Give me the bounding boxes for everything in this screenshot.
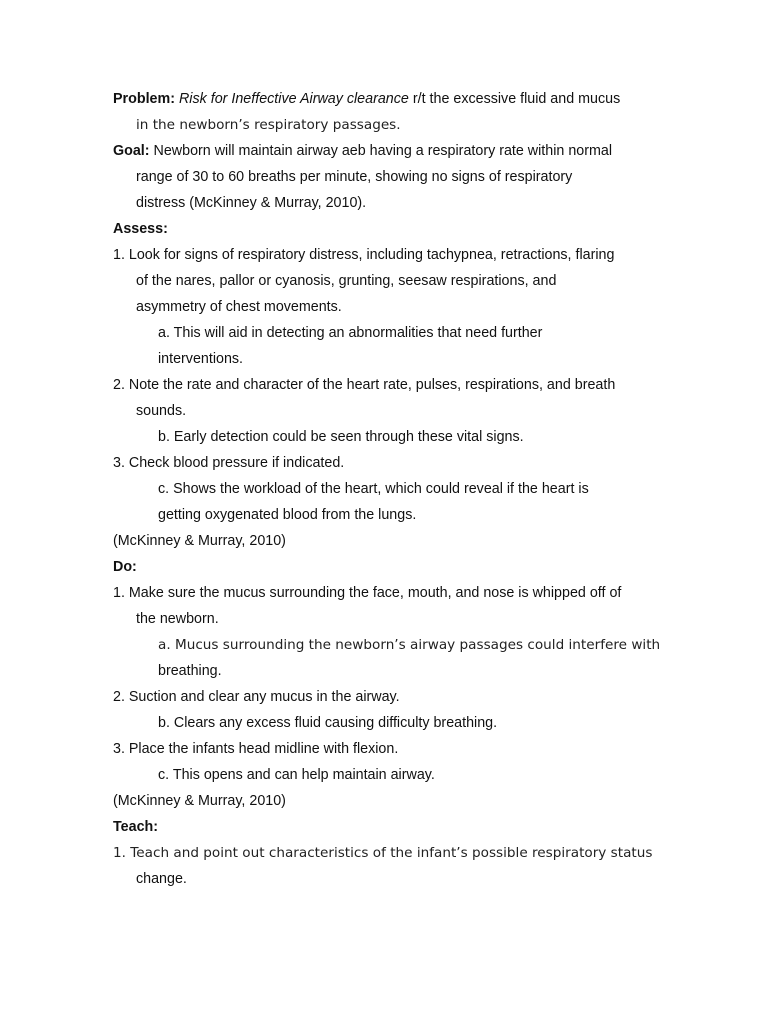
- do-rationale-a-line-1: a. Mucus surrounding the newborn’s airway passages could interfere with: [158, 637, 661, 653]
- assess-rationale-c-line-2: getting oxygenated blood from the lungs.: [158, 507, 417, 523]
- goal-text-2: range of 30 to 60 breaths per minute, showing no signs of respiratory: [136, 169, 573, 185]
- teach-item-1-line-2: change.: [136, 871, 187, 887]
- do-item-1-line-2: the newborn.: [136, 611, 219, 627]
- problem-line: [113, 86, 713, 112]
- goal-text-3: distress (McKinney & Murray, 2010).: [136, 195, 367, 211]
- assess-item-1-line-3: asymmetry of chest movements.: [136, 299, 342, 315]
- do-item-2: 2. Suction and clear any mucus in the airway.: [113, 689, 400, 705]
- assess-item-1-line-1: 1. Look for signs of respiratory distress, including tachypnea, retractions, flaring: [113, 247, 615, 263]
- do-heading: Do:: [113, 559, 137, 575]
- teach-heading: Teach:: [113, 819, 159, 835]
- problem-label: Problem:: [113, 91, 175, 107]
- goal-label: Goal:: [113, 143, 150, 159]
- assess-rationale-b: b. Early detection could be seen through these vital signs.: [158, 429, 524, 445]
- problem-diagnosis: Risk for Ineffective Airway clearance: [178, 91, 409, 107]
- goal-text-1: Newborn will maintain airway aeb having a respiratory rate within normal: [153, 143, 613, 159]
- do-rationale-b: b. Clears any excess fluid causing difficulty breathing.: [158, 715, 498, 731]
- do-item-1-line-1: 1. Make sure the mucus surrounding the face, mouth, and nose is whipped off of: [113, 585, 622, 601]
- assess-item-2-line-2: sounds.: [136, 403, 187, 419]
- assess-citation: (McKinney & Murray, 2010): [113, 533, 286, 549]
- problem-text: r/t the excessive fluid and mucus: [412, 91, 621, 107]
- do-rationale-a-line-2: breathing.: [158, 663, 222, 679]
- teach-item-1-line-1: 1. Teach and point out characteristics of the infant’s possible respiratory status: [113, 845, 653, 861]
- do-rationale-c: c. This opens and can help maintain airway.: [158, 767, 435, 783]
- do-item-3: 3. Place the infants head midline with flexion.: [113, 741, 399, 757]
- care-plan-body: [113, 86, 713, 892]
- assess-item-3: 3. Check blood pressure if indicated.: [113, 455, 345, 471]
- assess-rationale-a-line-2: interventions.: [158, 351, 244, 367]
- do-citation: (McKinney & Murray, 2010): [113, 793, 286, 809]
- goal-line: [113, 138, 713, 164]
- assess-heading: Assess:: [113, 221, 168, 237]
- assess-item-1-line-2: of the nares, pallor or cyanosis, grunting, seesaw respirations, and: [136, 273, 557, 289]
- assess-rationale-a-line-1: a. This will aid in detecting an abnormalities that need further: [158, 325, 543, 341]
- problem-continuation: in the newborn’s respiratory passages.: [136, 117, 401, 133]
- assess-rationale-c-line-1: c. Shows the workload of the heart, which could reveal if the heart is: [158, 481, 589, 497]
- assess-item-2-line-1: 2. Note the rate and character of the heart rate, pulses, respirations, and breath: [113, 377, 616, 393]
